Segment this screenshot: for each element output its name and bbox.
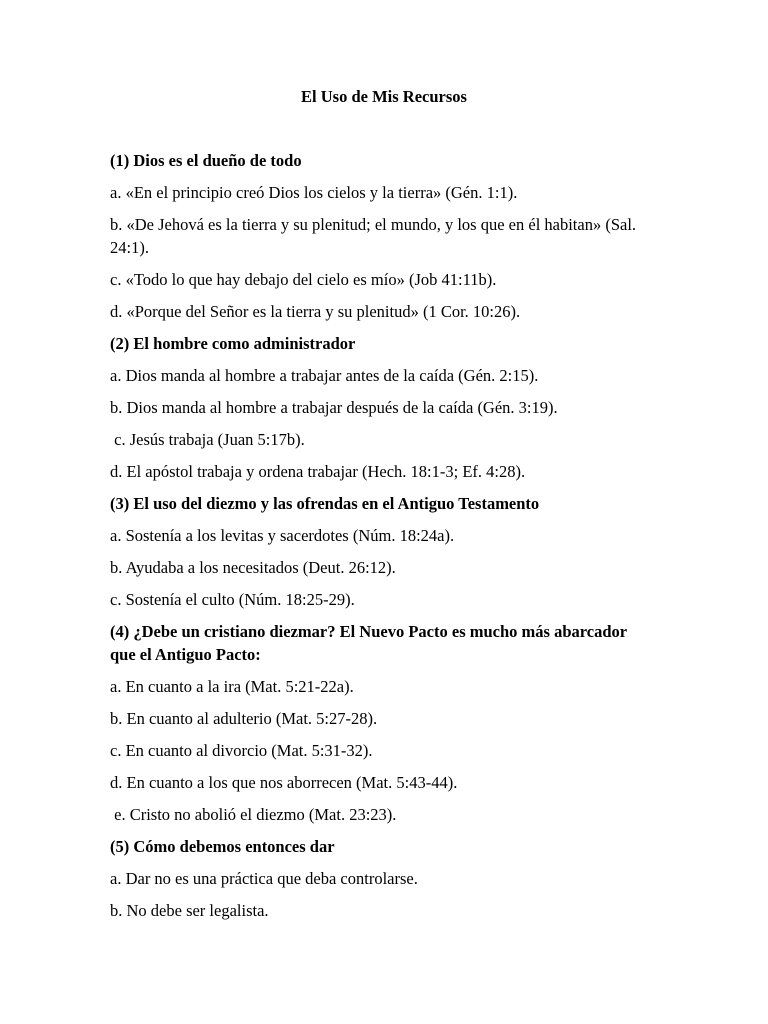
list-item: c. Sostenía el culto (Núm. 18:25-29).	[110, 590, 355, 609]
section-heading: (2) El hombre como administrador	[110, 334, 356, 353]
list-item: b. En cuanto al adulterio (Mat. 5:27-28).	[110, 709, 378, 728]
list-item: b. Ayudaba a los necesitados (Deut. 26:12).	[110, 558, 396, 577]
list-item: c. «Todo lo que hay debajo del cielo es mío» (Job 41:11b).	[110, 270, 497, 289]
list-item: d. «Porque del Señor es la tierra y su plenitud» (1 Cor. 10:26).	[110, 302, 521, 321]
list-item: e. Cristo no abolió el diezmo (Mat. 23:23).	[110, 805, 397, 824]
list-item: b. Dios manda al hombre a trabajar después de la caída (Gén. 3:19).	[110, 398, 558, 417]
list-item: a. «En el principio creó Dios los cielos y la tierra» (Gén. 1:1).	[110, 183, 518, 202]
list-item: a. Dios manda al hombre a trabajar antes de la caída (Gén. 2:15).	[110, 366, 539, 385]
list-item: b. «De Jehová es la tierra y su plenitud; el mundo, y los que en él habitan» (Sal. 24:1).	[110, 215, 641, 257]
document-title: El Uso de Mis Recursos	[301, 87, 467, 106]
list-item: c. En cuanto al divorcio (Mat. 5:31-32).	[110, 741, 373, 760]
list-item: a. Sostenía a los levitas y sacerdotes (Núm. 18:24a).	[110, 526, 455, 545]
list-item: a. Dar no es una práctica que deba controlarse.	[110, 869, 418, 888]
list-item: d. El apóstol trabaja y ordena trabajar (Hech. 18:1-3; Ef. 4:28).	[110, 462, 526, 481]
list-item: d. En cuanto a los que nos aborrecen (Mat. 5:43-44).	[110, 773, 458, 792]
section-heading: (5) Cómo debemos entonces dar	[110, 837, 335, 856]
list-item: a. En cuanto a la ira (Mat. 5:21-22a).	[110, 677, 354, 696]
list-item: b. No debe ser legalista.	[110, 901, 269, 920]
document-body	[110, 149, 655, 931]
section-heading: (1) Dios es el dueño de todo	[110, 151, 302, 170]
section-heading: (3) El uso del diezmo y las ofrendas en el Antiguo Testamento	[110, 494, 540, 513]
list-item: c. Jesús trabaja (Juan 5:17b).	[110, 430, 305, 449]
section-heading: (4) ¿Debe un cristiano diezmar? El Nuevo Pacto es mucho más abarcador que el Antiguo Pacto:	[110, 622, 631, 664]
